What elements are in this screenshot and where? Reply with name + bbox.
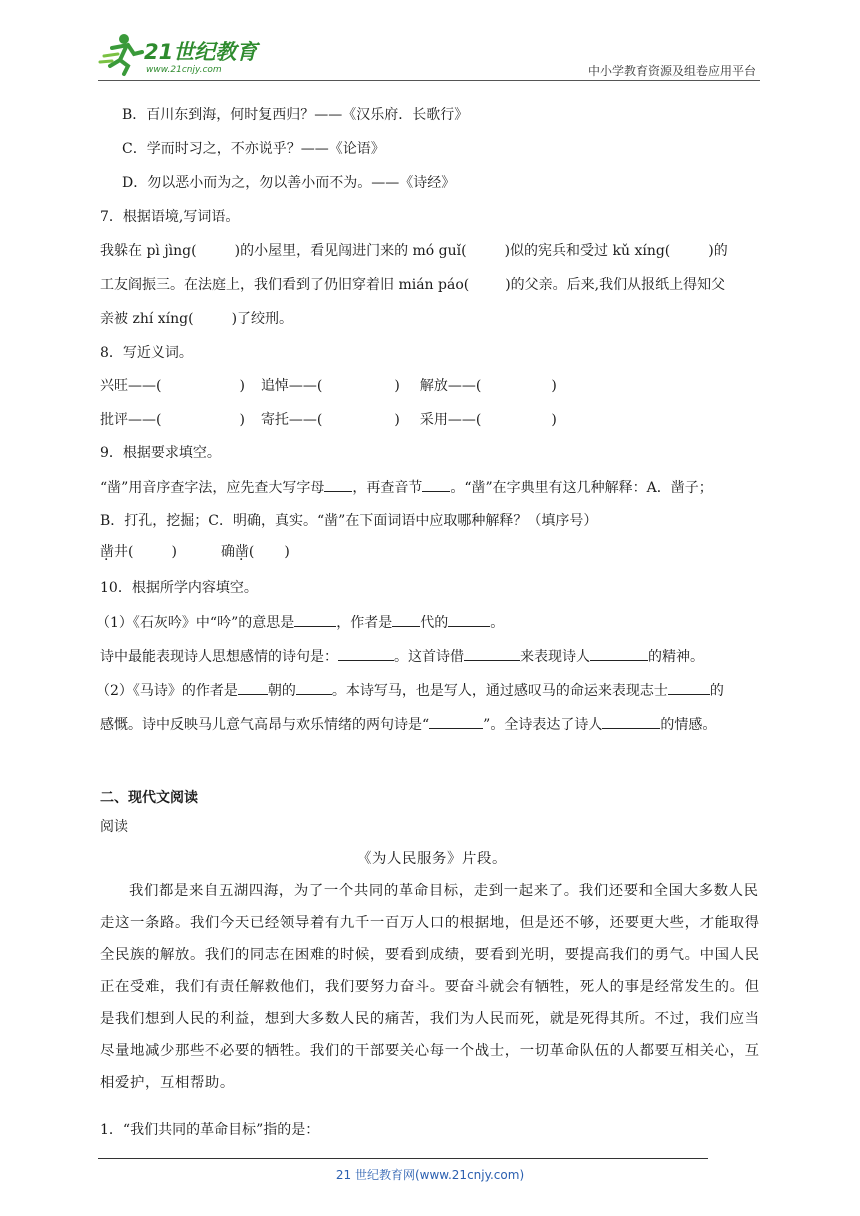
- q6-option-d: D．勿以恶小而为之，勿以善小而不为。——《诗经》: [122, 175, 456, 191]
- answer-blank[interactable]: [294, 612, 336, 627]
- svg-text:21世纪教育: 21世纪教育: [144, 40, 258, 64]
- q7-text: 工友阎振三。在法庭上，我们看到了仍旧穿着旧 mián páo(: [100, 277, 470, 293]
- q6-option-b: B．百川东到海，何时复西归？——《汉乐府．长歌行》: [122, 107, 469, 123]
- q8-row-1: 兴旺——( ) 追悼——( ) 解放——( ): [100, 378, 557, 394]
- q10-line-1: （1）《石灰吟》中“吟”的意思是 ，作者是 代的 。: [96, 612, 504, 633]
- q8-word: 解放——(: [419, 378, 482, 394]
- section-2-title: 二、现代文阅读: [100, 790, 198, 806]
- answer-blank[interactable]: [668, 680, 710, 695]
- page-header: [98, 32, 760, 80]
- answer-blank[interactable]: [448, 612, 490, 627]
- q7-text: )的: [708, 243, 728, 259]
- q7-text: )了绞刑。: [231, 311, 294, 327]
- q8-word: 采用——(: [419, 412, 482, 428]
- passage-title: 《为人民服务》片段。: [357, 851, 507, 867]
- q8-word: 寄托——(: [260, 412, 323, 428]
- emphasis-char: 凿: [100, 544, 114, 560]
- answer-blank[interactable]: [464, 646, 520, 661]
- svg-text:www.21cnjy.com: www.21cnjy.com: [146, 65, 222, 75]
- q6-option-c: C．学而时习之，不亦说乎？——《论语》: [122, 141, 385, 157]
- q9-line-2: B．打孔，挖掘；C．明确，真实。“凿”在下面词语中应取哪种解释？（填序号）: [100, 513, 598, 529]
- answer-blank[interactable]: [296, 680, 332, 695]
- q7-line-1: [100, 241, 728, 261]
- q7-title: 7．根据语境,写词语。: [100, 209, 240, 225]
- q7-text: 我躲在 pì jìng(: [100, 243, 197, 259]
- site-logo: [98, 32, 268, 78]
- answer-blank[interactable]: [429, 714, 483, 729]
- reading-question-1: 1．“我们共同的革命目标”指的是：: [100, 1122, 320, 1138]
- q9-line-3: 凿井( ) 确凿( · ): [100, 542, 290, 562]
- passage-line: 我们都是来自五湖四海，为了一个共同的革命目标，走到一起来了。我们还要和全国大多数人民: [129, 883, 759, 899]
- answer-blank[interactable]: [392, 612, 420, 627]
- q8-title: 8．写近义词。: [100, 345, 193, 361]
- q9-title: 9．根据要求填空。: [100, 445, 221, 461]
- q7-text: )的父亲。后来,我们从报纸上得知父: [505, 277, 726, 293]
- platform-name: 中小学教育资源及组卷应用平台: [587, 64, 756, 78]
- answer-blank[interactable]: [602, 714, 660, 729]
- answer-blank[interactable]: [238, 680, 268, 695]
- q7-text: )似的宪兵和受过 kǔ xíng(: [504, 243, 671, 259]
- passage-line: 尽量地减少那些不必要的牺牲。我们的干部要关心每一个战士，一切革命队伍的人都要互相关心，互: [100, 1043, 760, 1059]
- q8-word: 兴旺——(: [100, 378, 162, 394]
- footer-link[interactable]: 21 世纪教育网(www.21cnjy.com): [335, 1168, 525, 1182]
- q7-text: )的小屋里，看见闯进门来的 mó guǐ(: [234, 243, 467, 259]
- passage-line: 走这一条路。我们今天已经领导着有九千一百万人口的根据地，但是还不够，还要更大些，才能取得: [100, 915, 760, 931]
- passage-line: 正在受难，我们有责任解救他们，我们要努力奋斗。要奋斗就会有牺牲，死人的事是经常发生的。但: [100, 979, 760, 995]
- emphasis-char: 凿( ·: [235, 544, 254, 560]
- passage-line: 相爱护，互相帮助。: [100, 1075, 235, 1091]
- header-divider: [98, 80, 760, 81]
- answer-blank[interactable]: [324, 477, 352, 492]
- q7-line-3: [100, 309, 293, 329]
- q10-line-3: （2）《马诗》的作者是 朝的 。本诗写马，也是写人，通过感叹马的命运来表现志士 的: [96, 680, 724, 701]
- answer-blank[interactable]: [422, 477, 450, 492]
- q7-line-2: [100, 275, 725, 295]
- runner-logo-icon: [98, 32, 268, 78]
- q10-title: 10．根据所学内容填空。: [100, 580, 258, 596]
- q9-line-1: “凿”用音序查字法，应先查大写字母 ，再查音节 。“凿”在字典里有这几种解释：A．凿子；: [100, 477, 713, 498]
- answer-blank[interactable]: [590, 646, 648, 661]
- passage-line: 全民族的解放。我们的同志在困难的时候，要看到成绩，要看到光明，要提高我们的勇气。中国人民: [100, 947, 760, 963]
- footer-divider: [98, 1158, 708, 1159]
- q8-row-2: 批评——( ) 寄托——( ) 采用——( ): [100, 412, 557, 428]
- q10-line-4: 感慨。诗中反映马儿意气高昂与欢乐情绪的两句诗是“ ”。全诗表达了诗人 的情感。: [100, 714, 716, 735]
- passage-line: 是我们想到人民的利益，想到大多数人民的痛苦，我们为人民而死，就是死得其所。不过，我们应当: [100, 1011, 760, 1027]
- q8-word: 追悼——(: [260, 378, 323, 394]
- q7-text: 亲被 zhí xíng(: [100, 311, 194, 327]
- q8-word: 批评——(: [100, 412, 162, 428]
- reading-label: 阅读: [100, 819, 128, 835]
- q10-line-2: 诗中最能表现诗人思想感情的诗句是： 。这首诗借 来表现诗人 的精神。: [100, 646, 704, 667]
- answer-blank[interactable]: [338, 646, 394, 661]
